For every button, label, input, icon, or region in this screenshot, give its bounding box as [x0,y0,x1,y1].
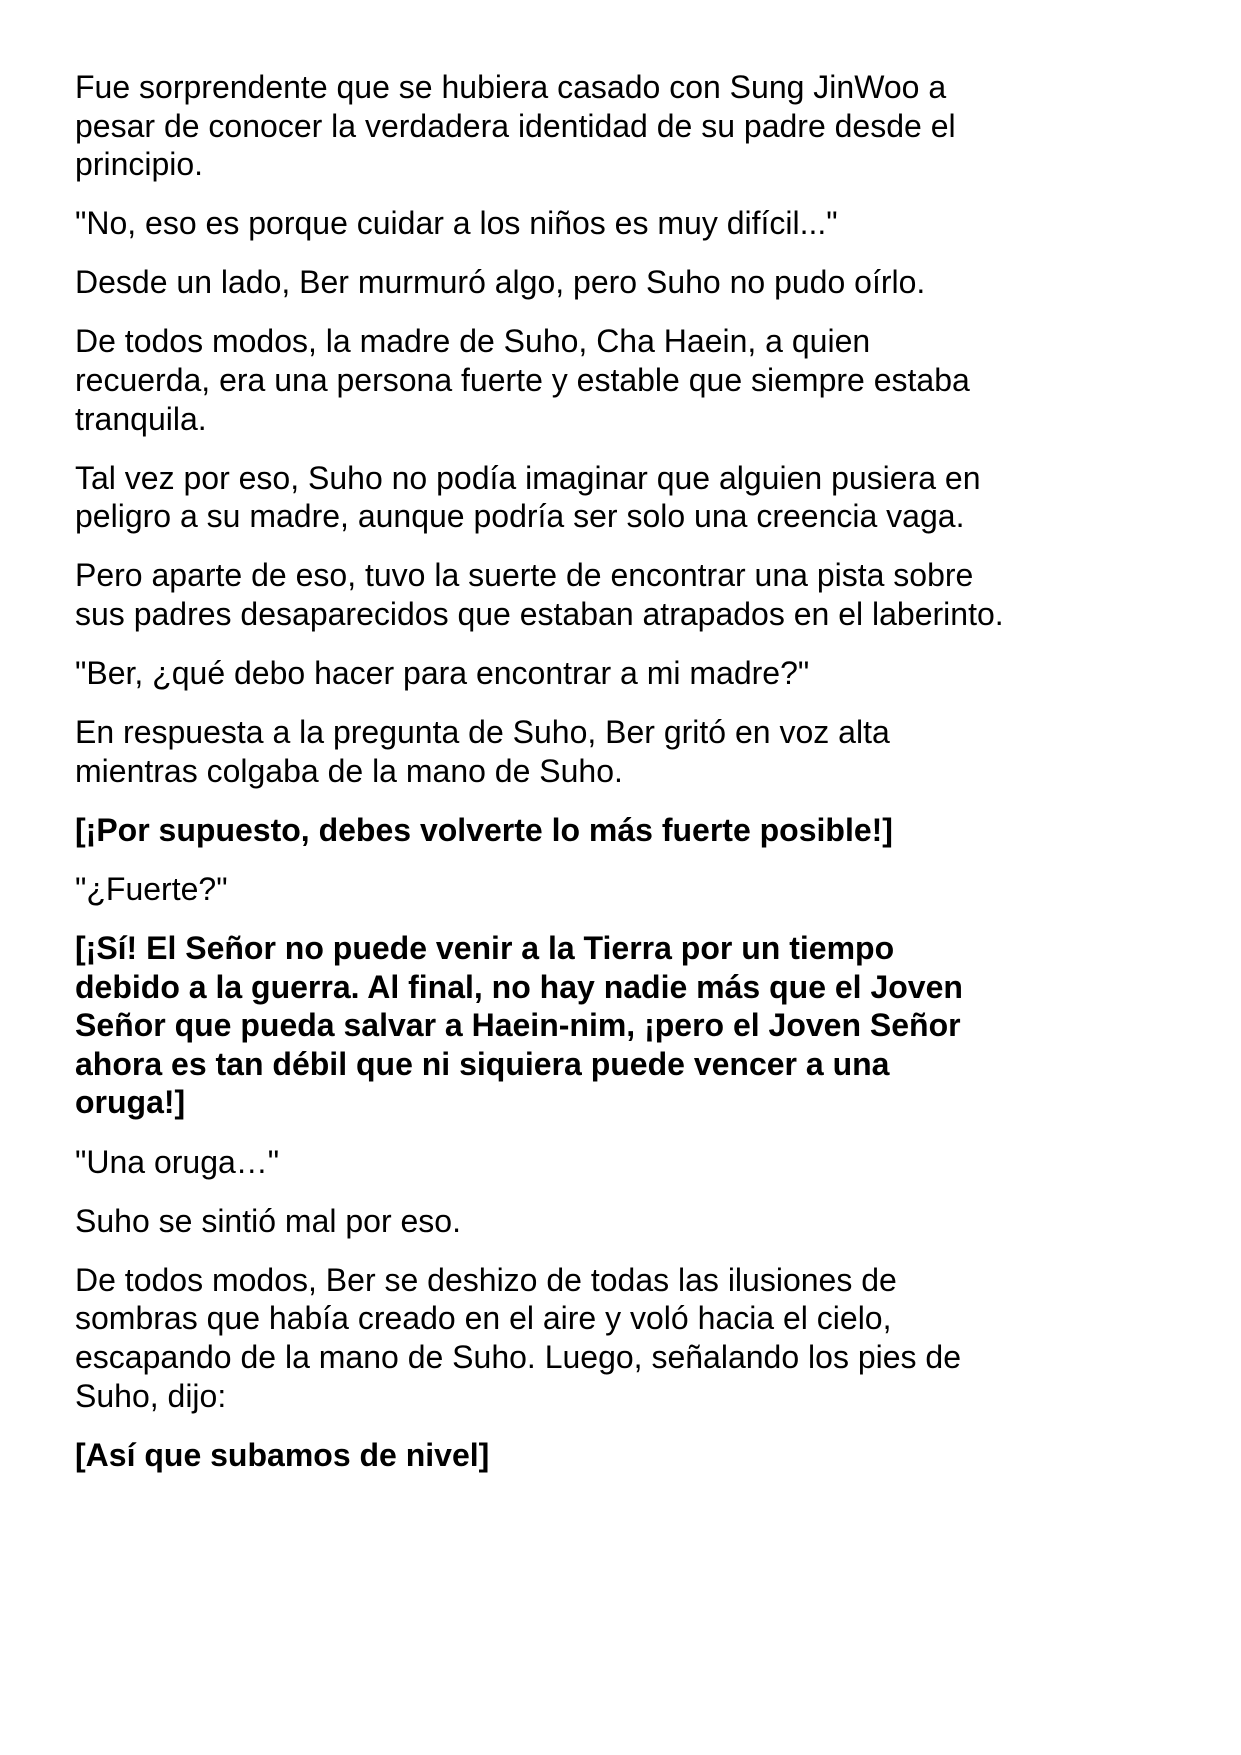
dialogue-paragraph-bold [75,929,1241,1122]
text-line: oruga!] [75,1084,186,1121]
text-line: Señor que pueda salvar a Haein-nim, ¡pero el Joven Señor [75,1007,961,1044]
paragraph [75,322,1241,438]
text-line: peligro a su madre, aunque podría ser solo una creencia vaga. [75,498,965,535]
text-line: De todos modos, la madre de Suho, Cha Haein, a quien [75,323,871,360]
text-line: tranquila. [75,400,207,437]
text-line: Tal vez por eso, Suho no podía imaginar que alguien pusiera en [75,459,981,496]
text-line: [Así que subamos de nivel] [75,1436,490,1473]
text-line: sus padres desaparecidos que estaban atrapados en el laberinto. [75,596,1004,633]
text-line: "No, eso es porque cuidar a los niños es muy difícil..." [75,205,838,242]
text-line: Desde un lado, Ber murmuró algo, pero Suho no pudo oírlo. [75,264,926,301]
paragraph [75,1143,1241,1182]
paragraph [75,68,1241,184]
paragraph [75,1202,1241,1241]
text-line: principio. [75,146,204,183]
text-line: Pero aparte de eso, tuvo la suerte de encontrar una pista sobre [75,557,974,594]
text-line: "¿Fuerte?" [75,871,228,907]
text-line: pesar de conocer la verdadera identidad de su padre desde el [75,107,956,144]
text-line: "Una oruga…" [75,1143,280,1180]
paragraph [75,870,1241,909]
text-line: debido a la guerra. Al final, no hay nadie más que el Joven [75,968,963,1005]
text-line: Suho se sintió mal por eso. [75,1202,461,1239]
paragraph [75,263,1241,302]
text-line: En respuesta a la pregunta de Suho, Ber gritó en voz alta [75,714,890,751]
text-line: ahora es tan débil que ni siquiera puede vencer a una [75,1045,890,1082]
paragraph [75,654,1241,693]
text-line: [¡Por supuesto, debes volverte lo más fuerte posible!] [75,811,893,848]
text-line: sombras que había creado en el aire y voló hacia el cielo, [75,1300,892,1337]
dialogue-paragraph-bold [75,811,1241,850]
text-line: "Ber, ¿qué debo hacer para encontrar a mi madre?" [75,655,810,692]
text-line: escapando de la mano de Suho. Luego, señalando los pies de [75,1338,962,1375]
dialogue-paragraph-bold [75,1436,1241,1475]
paragraph [75,713,1241,790]
text-line: recuerda, era una persona fuerte y estable que siempre estaba [75,362,970,399]
text-line: mientras colgaba de la mano de Suho. [75,752,623,789]
paragraph [75,204,1241,243]
text-line: Fue sorprendente que se hubiera casado con Sung JinWoo a [75,69,947,105]
paragraph [75,1261,1241,1415]
text-line: [¡Sí! El Señor no puede venir a la Tierra por un tiempo [75,930,895,967]
paragraph [75,459,1241,536]
text-line: Suho, dijo: [75,1377,227,1414]
text-line: De todos modos, Ber se deshizo de todas las ilusiones de [75,1261,897,1298]
paragraph [75,556,1241,633]
